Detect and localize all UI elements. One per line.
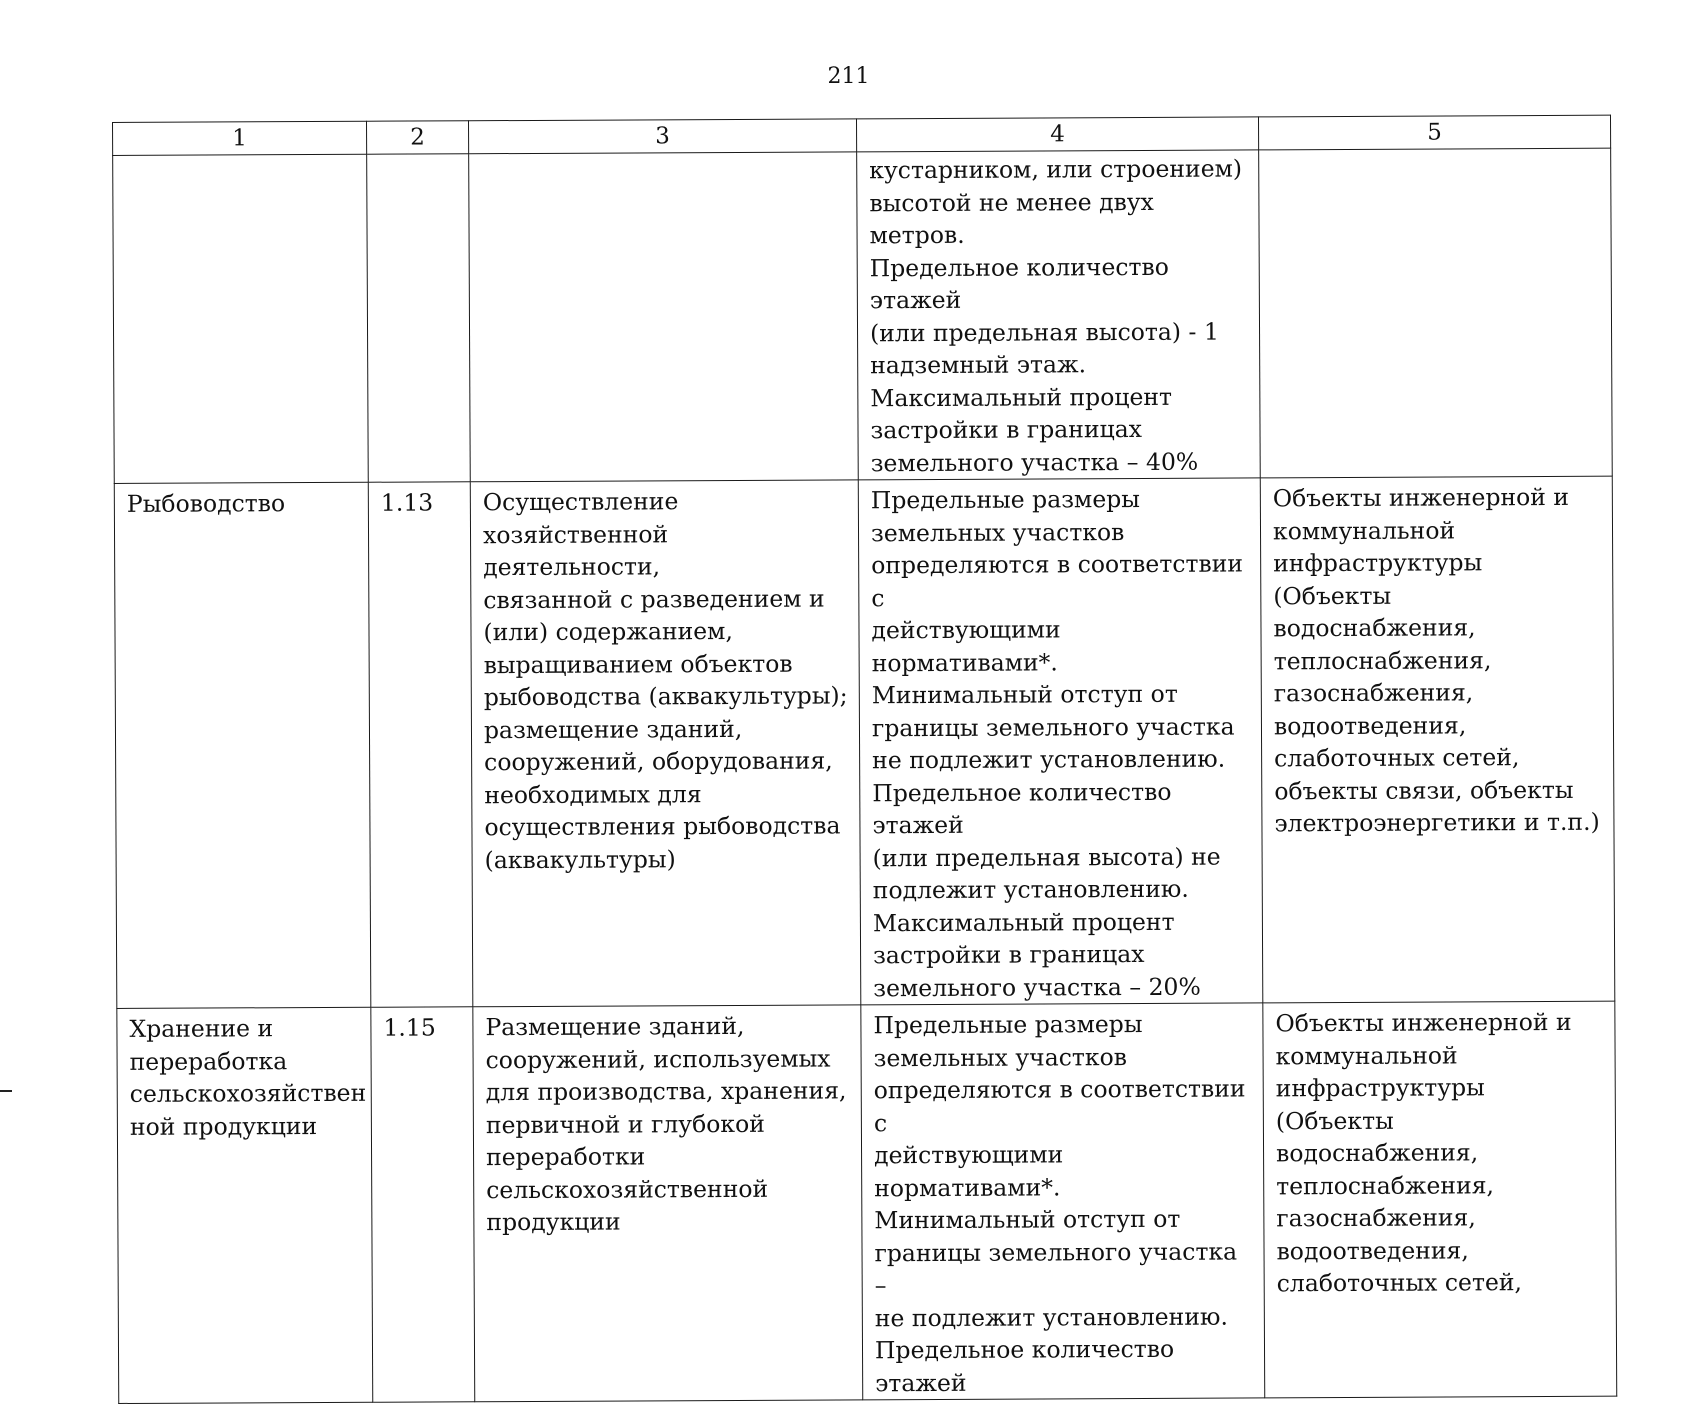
parameters-cell: Предельные размеры земельных участков определяются в соответствии с действующими нормативами*. Минимальный отступ от границы земельного участка – не подлежит установлению. Предельное количество этажей xyxy=(861,1003,1265,1400)
land-use-code-cell xyxy=(367,154,471,482)
table-row xyxy=(117,1001,1617,1403)
description-cell: Осуществление хозяйственной деятельности, связанной с разведением и (или) содержанием, выращиванием объектов рыбоводства (аквакультуры); размещение зданий, сооружений, оборудования, необходимых для осуществления рыбоводства (аквакультуры) xyxy=(470,480,861,1007)
land-use-code-cell: 1.15 xyxy=(371,1007,475,1402)
description-cell: Размещение зданий, сооружений, используемых для производства, хранения, первичной и глубокой переработки сельскохозяйственной продукции xyxy=(473,1005,863,1402)
page-number: 211 xyxy=(827,64,870,89)
column-header: 2 xyxy=(366,121,468,154)
column-header: 1 xyxy=(113,121,367,155)
column-header: 3 xyxy=(468,119,856,154)
land-use-name-cell: Рыбоводство xyxy=(114,482,371,1008)
land-use-name-cell: Хранение и переработка сельскохозяйствен ной продукции xyxy=(117,1007,373,1403)
margin-mark xyxy=(0,1090,12,1092)
column-header: 5 xyxy=(1258,115,1610,150)
parameters-cell: Предельные размеры земельных участков определяются в соответствии с действующими нормативами*. Минимальный отступ от границы земельного участка не подлежит установлению. Предельное количество этажей (или предельная высота) не подлежит установлению. Максимальный процент застройки в границах земельного участка – 20% xyxy=(858,478,1263,1005)
table-row xyxy=(114,476,1615,1008)
description-cell xyxy=(469,152,859,482)
column-header: 4 xyxy=(856,117,1258,152)
land-use-code-cell: 1.13 xyxy=(368,482,473,1007)
objects-cell: Объекты инженерной и коммунальной инфраструктуры (Объекты водоснабжения, теплоснабжения, газоснабжения, водоотведения, слаботочных сетей, xyxy=(1263,1001,1617,1398)
table-row xyxy=(113,148,1613,483)
parameters-cell: кустарником, или строением) высотой не менее двух метров. Предельное количество этажей (или предельная высота) - 1 надземный этаж. Максимальный процент застройки в границах земельного участка – 40% xyxy=(857,150,1261,480)
objects-cell xyxy=(1259,148,1613,478)
land-use-table xyxy=(112,115,1617,1404)
objects-cell: Объекты инженерной и коммунальной инфраструктуры (Объекты водоснабжения, теплоснабжения, газоснабжения, водоотведения, слаботочных сетей, объекты связи, объекты электроэнергетики и т.п.) xyxy=(1260,476,1615,1003)
land-use-name-cell xyxy=(113,154,369,483)
